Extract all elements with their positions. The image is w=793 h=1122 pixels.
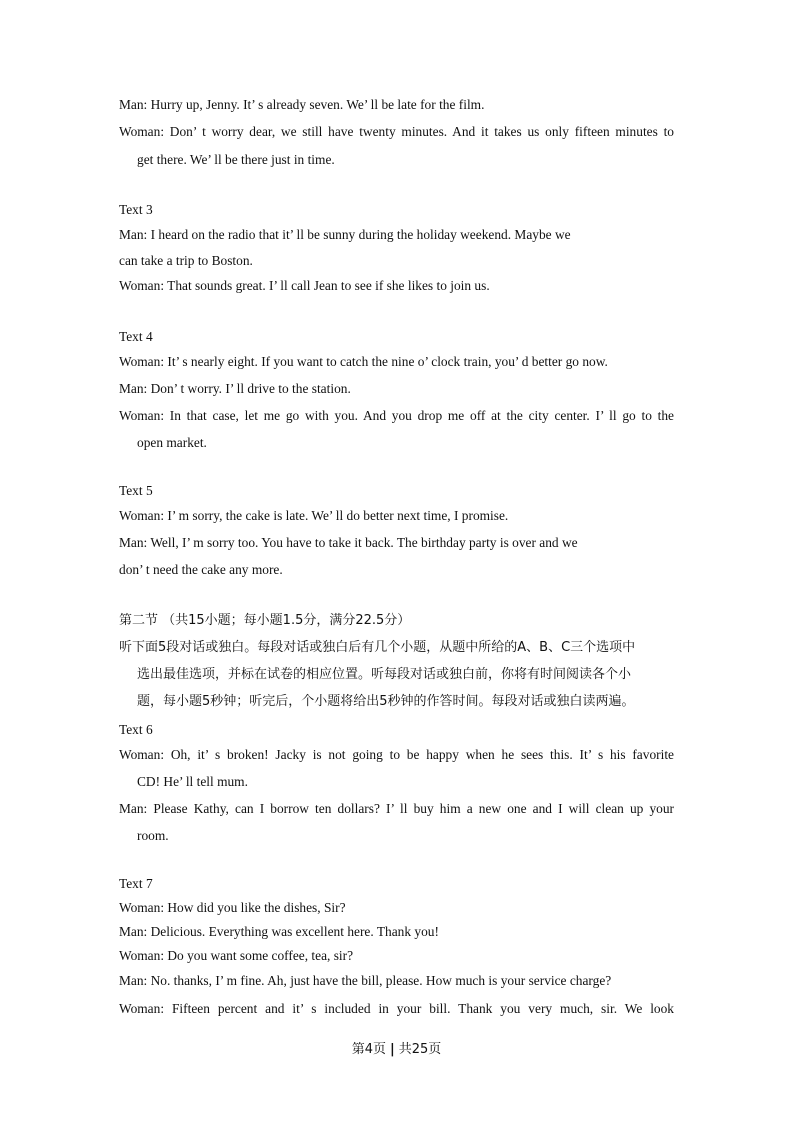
footer-separator: | <box>389 1042 395 1057</box>
section-heading-text-6: Text 6 <box>119 722 153 737</box>
dialogue-line: Woman: That sounds great. I’ ll call Jean to see if she likes to join us. <box>119 278 490 293</box>
dialogue-line: Man: Don’ t worry. I’ ll drive to the station. <box>119 381 351 396</box>
dialogue-line: can take a trip to Boston. <box>119 253 253 268</box>
dialogue-line: don’ t need the cake any more. <box>119 562 283 577</box>
dialogue-line: open market. <box>137 435 207 450</box>
dialogue-line: Woman: Oh, it’ s broken! Jacky is not going to be happy when he sees this. It’ s his favorite <box>119 747 674 762</box>
dialogue-line: Woman: Do you want some coffee, tea, sir? <box>119 948 354 963</box>
instruction-line: 题，每小题5秒钟；听完后，个小题将给出5秒钟的作答时间。每段对话或独白读两遍。 <box>137 694 635 709</box>
dialogue-line: room. <box>137 828 169 843</box>
part-heading: 第二节 （共15小题；每小题1.5分，满分22.5分） <box>119 613 411 628</box>
dialogue-line: Man: Hurry up, Jenny. It’ s already seven. We’ ll be late for the film. <box>119 97 485 112</box>
dialogue-line: Woman: Don’ t worry dear, we still have twenty minutes. And it takes us only fifteen minutes to <box>119 124 674 139</box>
instruction-line: 选出最佳选项，并标在试卷的相应位置。听每段对话或独白前，你将有时间阅读各个小 <box>137 667 632 682</box>
section-heading-text-7: Text 7 <box>119 876 153 891</box>
dialogue-line: Woman: In that case, let me go with you. And you drop me off at the city center. I’ ll go to the <box>119 408 674 423</box>
dialogue-line: Man: No. thanks, I’ m fine. Ah, just have the bill, please. How much is your service charge? <box>119 973 612 988</box>
dialogue-line: Woman: How did you like the dishes, Sir? <box>119 900 346 915</box>
dialogue-line: get there. We’ ll be there just in time. <box>137 152 335 167</box>
page-footer <box>0 1040 793 1060</box>
dialogue-line: Man: Well, I’ m sorry too. You have to take it back. The birthday party is over and we <box>119 535 578 550</box>
dialogue-line: Woman: It’ s nearly eight. If you want to catch the nine o’ clock train, you’ d better go now. <box>119 354 608 369</box>
section-heading-text-4: Text 4 <box>119 329 153 344</box>
page-total: 共25页 <box>398 1042 442 1057</box>
dialogue-line: Man: Delicious. Everything was excellent here. Thank you! <box>119 924 439 939</box>
dialogue-line: Man: I heard on the radio that it’ ll be sunny during the holiday weekend. Maybe we <box>119 227 571 242</box>
dialogue-line: Woman: I’ m sorry, the cake is late. We’ ll do better next time, I promise. <box>119 508 509 523</box>
instruction-line: 听下面5段对话或独白。每段对话或独白后有几个小题，从题中所给的A、B、C三个选项中 <box>119 640 636 655</box>
section-heading-text-3: Text 3 <box>119 202 153 217</box>
dialogue-line: CD! He’ ll tell mum. <box>137 774 248 789</box>
page-number: 第4页 <box>351 1042 386 1057</box>
section-heading-text-5: Text 5 <box>119 483 153 498</box>
dialogue-line: Woman: Fifteen percent and it’ s included in your bill. Thank you very much, sir. We look <box>119 1001 674 1016</box>
dialogue-line: Man: Please Kathy, can I borrow ten dollars? I’ ll buy him a new one and I will clean up your <box>119 801 674 816</box>
